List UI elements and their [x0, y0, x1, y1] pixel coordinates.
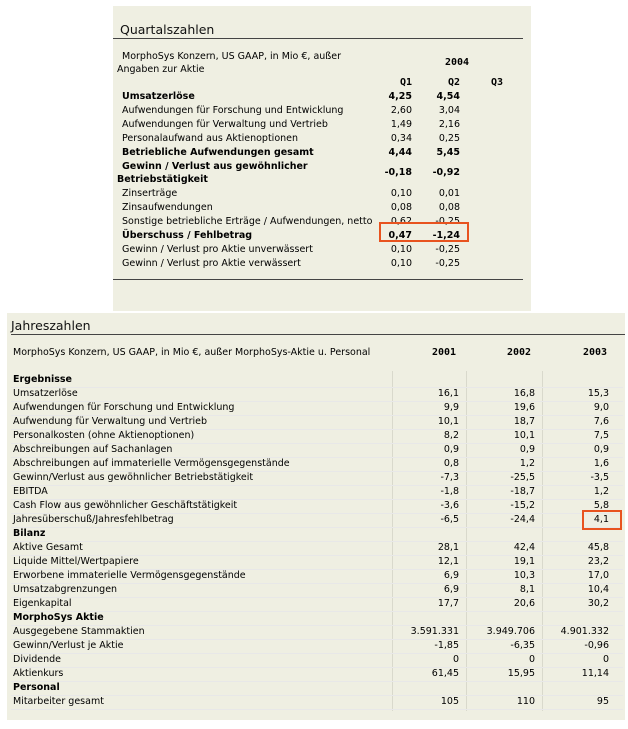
- annual-value-2001: 10,1: [437, 416, 459, 427]
- quarterly-col-q2: Q2: [447, 77, 460, 88]
- annual-value-2003: 95: [596, 696, 609, 707]
- annual-row-label: Erworbene immaterielle Vermögensgegenstände: [13, 570, 246, 581]
- annual-value-2002: 15,95: [507, 668, 535, 679]
- annual-value-2003: -0,96: [584, 640, 609, 651]
- annual-row-label: EBITDA: [13, 486, 48, 497]
- quarterly-description-line1: MorphoSys Konzern, US GAAP, in Mio €, außer: [122, 51, 342, 62]
- annual-value-2003: 4.901.332: [560, 626, 609, 637]
- quarterly-value-q1: 1,49: [390, 119, 412, 130]
- quarterly-value-q2: 0,01: [438, 188, 460, 199]
- quarterly-title-rule: [113, 38, 523, 39]
- annual-row-label: Dividende: [13, 654, 61, 665]
- annual-row-label: Cash Flow aus gewöhnlicher Geschäftstätigkeit: [13, 500, 238, 511]
- annual-value-2003: 5,8: [593, 500, 609, 511]
- quarterly-value-q1: -0,18: [384, 167, 412, 178]
- quarterly-bottom-rule: [113, 279, 523, 280]
- annual-value-2001: 16,1: [437, 388, 459, 399]
- annual-value-2003: 1,2: [593, 486, 609, 497]
- quarterly-value-q2: 5,45: [436, 147, 460, 158]
- annual-row-label: Mitarbeiter gesamt: [13, 696, 104, 707]
- annual-value-2003: 9,0: [593, 402, 609, 413]
- quarterly-row-label: Zinserträge: [122, 188, 178, 199]
- quarterly-row-label: Aufwendungen für Forschung und Entwicklung: [122, 105, 344, 116]
- annual-value-2002: -6,35: [510, 640, 535, 651]
- annual-row-divider: [11, 527, 623, 528]
- annual-value-2002: 0,9: [519, 444, 535, 455]
- quarterly-value-q2: 4,54: [436, 91, 460, 102]
- quarterly-row-label: Überschuss / Fehlbetrag: [122, 230, 253, 241]
- annual-value-2001: 6,9: [443, 584, 459, 595]
- quarterly-value-q1: 0,62: [390, 216, 412, 227]
- quarterly-col-q1: Q1: [399, 77, 412, 88]
- quarterly-row-label: Personalaufwand aus Aktienoptionen: [122, 133, 299, 144]
- annual-value-2001: 8,2: [443, 430, 459, 441]
- annual-row-label: Umsatzerlöse: [13, 388, 78, 399]
- annual-value-2001: 0,8: [443, 458, 459, 469]
- annual-value-2001: -6,5: [440, 514, 459, 525]
- annual-value-2003: 45,8: [587, 542, 609, 553]
- quarterly-row-label: Gewinn / Verlust pro Aktie unverwässert: [122, 244, 313, 255]
- annual-row-label: Aufwendung für Verwaltung und Vertrieb: [13, 416, 208, 427]
- annual-value-2002: 19,6: [513, 402, 535, 413]
- annual-value-2003: -3,5: [590, 472, 609, 483]
- quarterly-value-q2: -0,92: [432, 167, 460, 178]
- annual-value-2003: 0: [602, 654, 609, 665]
- annual-value-2002: -25,5: [510, 472, 535, 483]
- annual-value-2001: -7,3: [440, 472, 459, 483]
- annual-row-label: Jahresüberschuß/Jahresfehlbetrag: [13, 514, 174, 525]
- quarterly-value-q2: 0,25: [438, 133, 460, 144]
- annual-value-2001: -1,8: [440, 486, 459, 497]
- quarterly-value-q2: 3,04: [438, 105, 460, 116]
- annual-row-divider: [11, 681, 623, 682]
- quarterly-value-q2: -1,24: [432, 230, 460, 241]
- annual-year-2002: 2002: [507, 347, 532, 358]
- quarterly-value-q2: 2,16: [438, 119, 460, 130]
- annual-row-divider: [11, 709, 623, 710]
- annual-description: MorphoSys Konzern, US GAAP, in Mio €, außer MorphoSys-Aktie u. Personal: [13, 347, 371, 358]
- quarterly-row-label: Gewinn / Verlust pro Aktie verwässert: [122, 258, 301, 269]
- annual-panel: [7, 313, 625, 720]
- annual-row-label: Abschreibungen auf immaterielle Vermögensgegenstände: [13, 458, 290, 469]
- annual-row-label: Personalkosten (ohne Aktienoptionen): [13, 430, 195, 441]
- annual-value-2001: -1,85: [434, 640, 459, 651]
- annual-value-2001: 6,9: [443, 570, 459, 581]
- quarterly-row-label: Umsatzerlöse: [122, 91, 195, 102]
- quarterly-value-q1: 0,10: [390, 244, 412, 255]
- quarterly-value-q1: 0,34: [390, 133, 412, 144]
- annual-value-2002: 8,1: [519, 584, 535, 595]
- quarterly-value-q1: 0,10: [390, 188, 412, 199]
- quarterly-value-q1: 4,44: [388, 147, 412, 158]
- annual-value-2002: 18,7: [513, 416, 535, 427]
- annual-section-heading: Personal: [13, 682, 60, 693]
- quarterly-value-q2: 0,08: [438, 202, 460, 213]
- annual-value-2003: 0,9: [593, 444, 609, 455]
- annual-value-2002: -24,4: [510, 514, 535, 525]
- annual-row-label: Ausgegebene Stammaktien: [13, 626, 145, 637]
- annual-row-label: Abschreibungen auf Sachanlagen: [13, 444, 173, 455]
- annual-year-2003: 2003: [583, 347, 608, 358]
- quarterly-row-label: Sonstige betriebliche Erträge / Aufwendungen, netto: [122, 216, 373, 227]
- annual-row-label: Gewinn/Verlust aus gewöhnlicher Betriebstätigkeit: [13, 472, 254, 483]
- annual-value-2001: 105: [440, 696, 459, 707]
- quarterly-title: Quartalszahlen: [120, 22, 215, 37]
- annual-value-2002: -18,7: [510, 486, 535, 497]
- annual-value-2003: 23,2: [587, 556, 609, 567]
- annual-value-2002: 10,1: [513, 430, 535, 441]
- quarterly-value-q2: -0,25: [435, 244, 460, 255]
- quarterly-row-label-cont: Betriebstätigkeit: [117, 174, 208, 185]
- quarterly-row-label: Zinsaufwendungen: [122, 202, 213, 213]
- quarterly-row-label: Gewinn / Verlust aus gewöhnlicher: [122, 161, 308, 172]
- quarterly-value-q2: -0,25: [435, 258, 460, 269]
- annual-value-2003: 4,1: [593, 514, 609, 525]
- annual-value-2002: 3.949.706: [486, 626, 535, 637]
- annual-value-2001: 0: [452, 654, 459, 665]
- annual-section-heading: Ergebnisse: [13, 374, 72, 385]
- annual-value-2001: 0,9: [443, 444, 459, 455]
- annual-row-label: Liquide Mittel/Wertpapiere: [13, 556, 139, 567]
- annual-value-2002: 0: [528, 654, 535, 665]
- annual-value-2003: 10,4: [587, 584, 609, 595]
- quarterly-col-q3: Q3: [490, 77, 503, 88]
- annual-value-2001: 12,1: [437, 556, 459, 567]
- annual-value-2001: 28,1: [437, 542, 459, 553]
- quarterly-value-q1: 4,25: [388, 91, 412, 102]
- quarterly-description-line2: Angaben zur Aktie: [117, 64, 205, 75]
- annual-value-2003: 1,6: [593, 458, 609, 469]
- annual-value-2002: 10,3: [513, 570, 535, 581]
- quarterly-highlight-box: [379, 222, 469, 242]
- annual-row-label: Umsatzabgrenzungen: [13, 584, 118, 595]
- quarterly-year: 2004: [445, 57, 470, 68]
- annual-value-2002: 110: [516, 696, 535, 707]
- annual-value-2002: -15,2: [510, 500, 535, 511]
- annual-row-label: Aufwendungen für Forschung und Entwicklung: [13, 402, 235, 413]
- annual-value-2003: 7,5: [593, 430, 609, 441]
- annual-row-label: Eigenkapital: [13, 598, 72, 609]
- annual-value-2001: -3,6: [440, 500, 459, 511]
- annual-year-2001: 2001: [432, 347, 457, 358]
- annual-value-2003: 15,3: [587, 388, 609, 399]
- annual-title: Jahreszahlen: [11, 318, 91, 333]
- annual-section-heading: MorphoSys Aktie: [13, 612, 104, 623]
- quarterly-value-q1: 0,47: [388, 230, 412, 241]
- annual-value-2001: 9,9: [443, 402, 459, 413]
- quarterly-value-q2: -0,25: [435, 216, 460, 227]
- annual-value-2001: 17,7: [437, 598, 459, 609]
- annual-value-2003: 7,6: [593, 416, 609, 427]
- annual-value-2002: 19,1: [513, 556, 535, 567]
- annual-value-2001: 61,45: [431, 668, 459, 679]
- quarterly-value-q1: 0,08: [390, 202, 412, 213]
- annual-highlight-box: [582, 510, 622, 530]
- annual-title-rule: [11, 334, 625, 335]
- quarterly-row-label: Aufwendungen für Verwaltung und Vertrieb: [122, 119, 328, 130]
- annual-value-2003: 17,0: [587, 570, 609, 581]
- annual-value-2002: 1,2: [519, 458, 535, 469]
- annual-section-heading: Bilanz: [13, 528, 46, 539]
- annual-row-label: Gewinn/Verlust je Aktie: [13, 640, 124, 651]
- annual-value-2002: 20,6: [513, 598, 535, 609]
- annual-value-2003: 30,2: [587, 598, 609, 609]
- quarterly-panel: [113, 6, 531, 311]
- quarterly-row-label: Betriebliche Aufwendungen gesamt: [122, 147, 314, 158]
- annual-row-label: Aktive Gesamt: [13, 542, 83, 553]
- annual-row-label: Aktienkurs: [13, 668, 64, 679]
- annual-value-2001: 3.591.331: [410, 626, 459, 637]
- annual-value-2002: 16,8: [513, 388, 535, 399]
- quarterly-value-q1: 2,60: [390, 105, 412, 116]
- annual-value-2003: 11,14: [581, 668, 609, 679]
- annual-value-2002: 42,4: [513, 542, 535, 553]
- quarterly-value-q1: 0,10: [390, 258, 412, 269]
